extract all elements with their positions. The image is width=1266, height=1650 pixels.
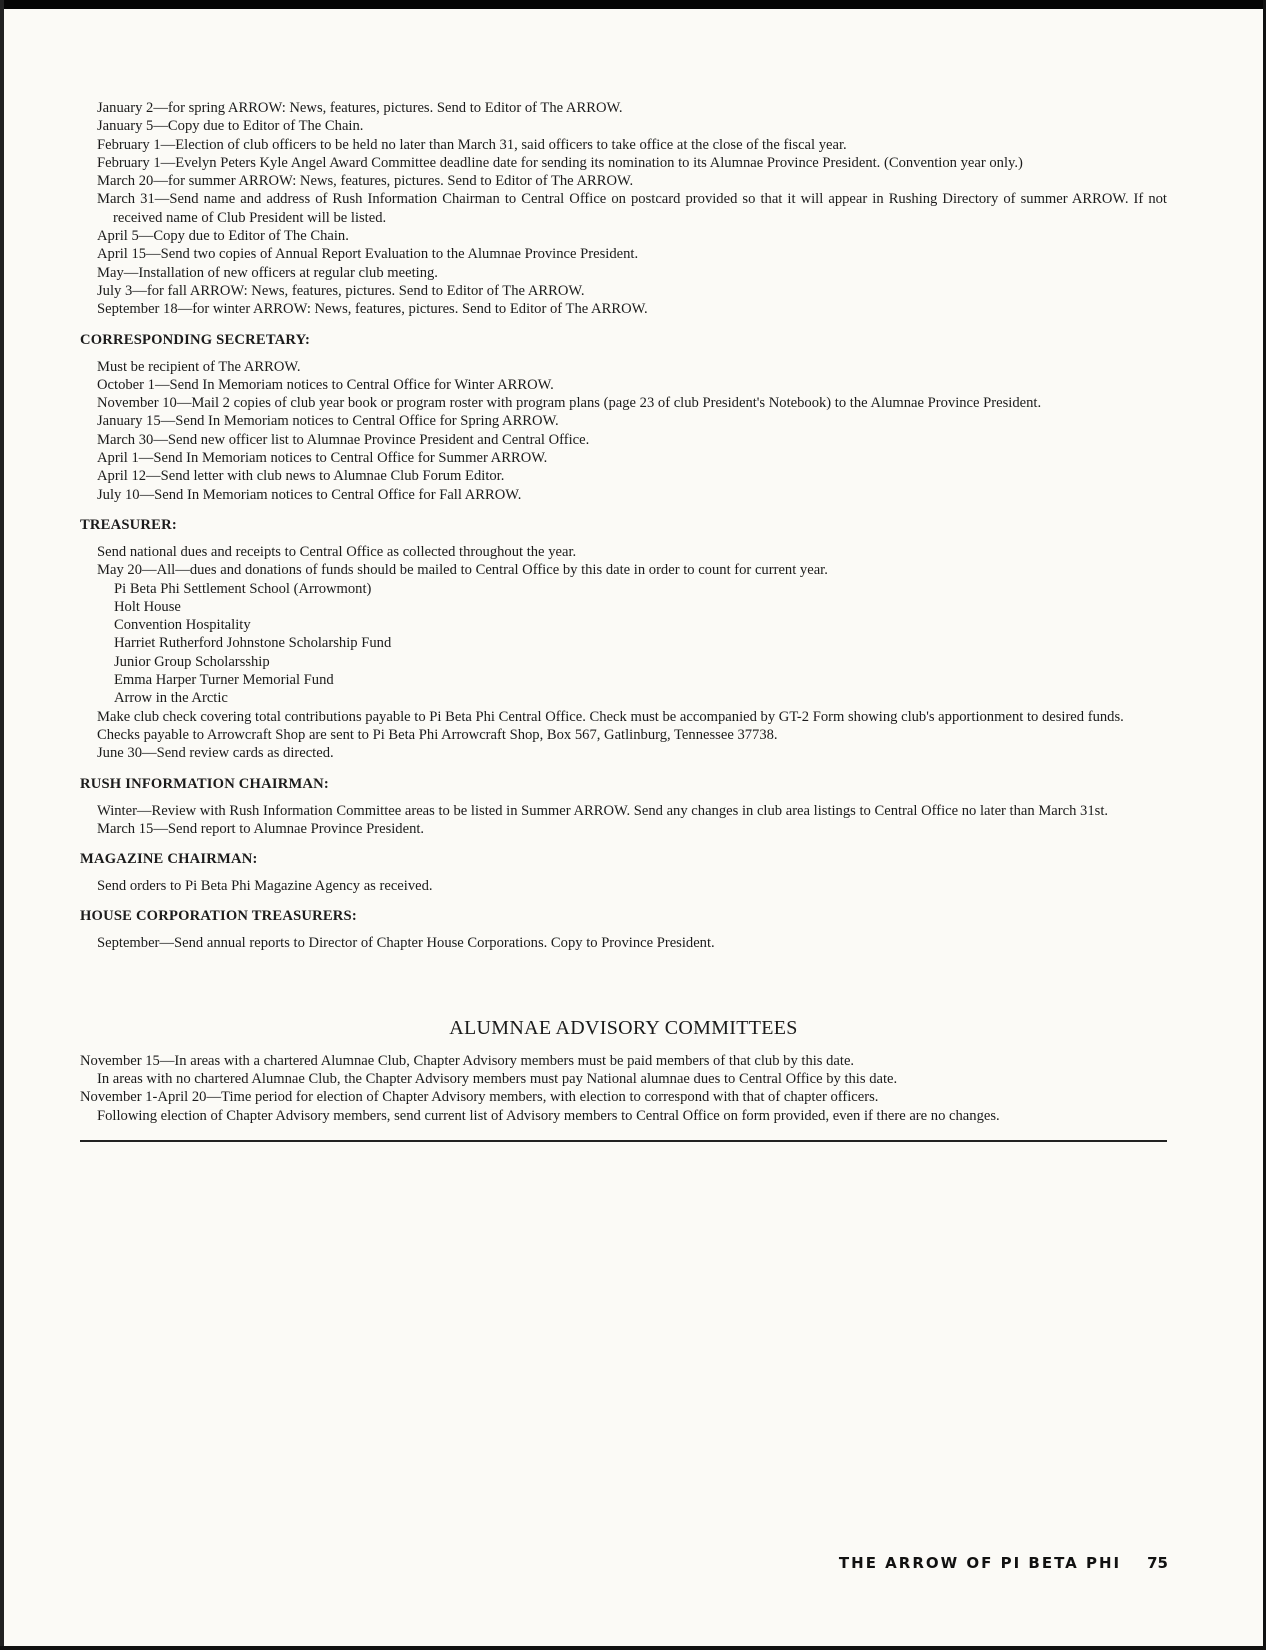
list-item: April 5—Copy due to Editor of The Chain. [97,228,349,245]
section-heading-magazine: MAGAZINE CHAIRMAN: [80,851,258,868]
fund-item: Harriet Rutherford Johnstone Scholarship Fund [114,635,392,652]
rush-information-list [80,802,1167,839]
fund-item: Pi Beta Phi Settlement School (Arrowmont) [114,580,372,597]
section-heading-rush-information: RUSH INFORMATION CHAIRMAN: [80,775,329,792]
list-item: Send national dues and receipts to Central Office as collected throughout the year. [97,543,577,560]
list-item: September 18—for winter ARROW: News, features, pictures. Send to Editor of The ARROW. [97,301,648,318]
fund-item: Arrow in the Arctic [114,690,228,707]
list-item: March 30—Send new officer list to Alumnae Province President and Central Office. [97,431,590,448]
section-title-alumnae-advisory: ALUMNAE ADVISORY COMMITTEES [449,1016,798,1039]
list-item: March 31—Send name and address of Rush Information Chairman to Central Office on postcard provided so that it will appear in Rushing Directory of summer ARROW. If not received name of Club President will be listed. [97,191,1167,226]
list-item: April 1—Send In Memoriam notices to Central Office for Summer ARROW. [97,450,548,467]
list-item: June 30—Send review cards as directed. [97,745,334,762]
fund-item: Holt House [114,598,181,615]
list-item: Checks payable to Arrowcraft Shop are sent to Pi Beta Phi Arrowcraft Shop, Box 567, Gatlinburg, Tennessee 37738. [97,726,778,743]
list-item: November 1-April 20—Time period for election of Chapter Advisory members, with election to correspond with that of chapter officers. [80,1089,879,1106]
list-item: July 3—for fall ARROW: News, features, pictures. Send to Editor of The ARROW. [97,282,585,299]
section-divider [80,1140,1167,1142]
page-footer [839,1554,1168,1572]
list-item: In areas with no chartered Alumnae Club, the Chapter Advisory members must pay National alumnae dues to Central Office by this date. [97,1070,898,1087]
fund-item: Convention Hospitality [114,617,251,634]
list-item: March 15—Send report to Alumnae Province President. [97,820,425,837]
president-schedule-list [80,99,1167,319]
page-border-left [0,0,4,1650]
house-corporation-list [80,934,1167,952]
section-heading-house-corporation: HOUSE CORPORATION TREASURERS: [80,908,357,925]
list-item: Must be recipient of The ARROW. [97,358,301,375]
footer-title: THE ARROW OF PI BETA PHI [838,1554,1122,1572]
list-item: January 15—Send In Memoriam notices to Central Office for Spring ARROW. [97,413,559,430]
treasurer-list [80,543,1167,763]
magazine-list [80,877,1167,895]
list-item: April 12—Send letter with club news to Alumnae Club Forum Editor. [97,468,505,485]
list-item: January 2—for spring ARROW: News, features, pictures. Send to Editor of The ARROW. [97,100,623,116]
list-item: Send orders to Pi Beta Phi Magazine Agency as received. [97,878,433,895]
page-border-top [0,0,1266,9]
list-item: Winter—Review with Rush Information Committee areas to be listed in Summer ARROW. Send any changes in club area listings to Central Office no later than March 31st. [97,802,1109,819]
corresponding-secretary-list [80,358,1167,504]
page-border-bottom [0,1646,1266,1650]
list-item: October 1—Send In Memoriam notices to Central Office for Winter ARROW. [97,376,554,393]
fund-item: Junior Group Scholarsship [114,653,270,670]
page-number: 75 [1147,1554,1168,1572]
list-item: Make club check covering total contributions payable to Pi Beta Phi Central Office. Check must be accompanied by GT-2 Form showing club's apportionment to desired funds. [97,708,1124,725]
list-item: November 15—In areas with a chartered Alumnae Club, Chapter Advisory members must be paid members of that club by this date. [80,1052,855,1069]
list-item: Following election of Chapter Advisory members, send current list of Advisory members to Central Office on form provided, even if there are no changes. [97,1107,1000,1124]
list-item: February 1—Evelyn Peters Kyle Angel Award Committee deadline date for sending its nomination to its Alumnae Province President. (Convention year only.) [97,154,1023,171]
list-item: February 1—Election of club officers to be held no later than March 31, said officers to take office at the close of the fiscal year. [97,136,847,153]
list-item: May 20—All—dues and donations of funds should be mailed to Central Office by this date in order to count for current year. [97,562,828,579]
list-item: March 20—for summer ARROW: News, features, pictures. Send to Editor of The ARROW. [97,173,634,190]
list-item: May—Installation of new officers at regular club meeting. [97,264,438,281]
fund-item: Emma Harper Turner Memorial Fund [114,672,334,689]
section-heading-treasurer: TREASURER: [80,516,177,533]
section-heading-corresponding-secretary: CORRESPONDING SECRETARY: [80,331,311,348]
list-item: January 5—Copy due to Editor of The Chain. [97,118,364,135]
list-item: November 10—Mail 2 copies of club year book or program roster with program plans (page 23 of club President's Notebook) to the Alumnae Province President. [97,395,1042,412]
list-item: July 10—Send In Memoriam notices to Central Office for Fall ARROW. [97,486,522,503]
list-item: September—Send annual reports to Director of Chapter House Corporations. Copy to Province President. [97,935,715,952]
list-item: April 15—Send two copies of Annual Report Evaluation to the Alumnae Province President. [97,246,639,263]
page-content [80,99,1167,1142]
advisory-list [80,1052,1167,1125]
